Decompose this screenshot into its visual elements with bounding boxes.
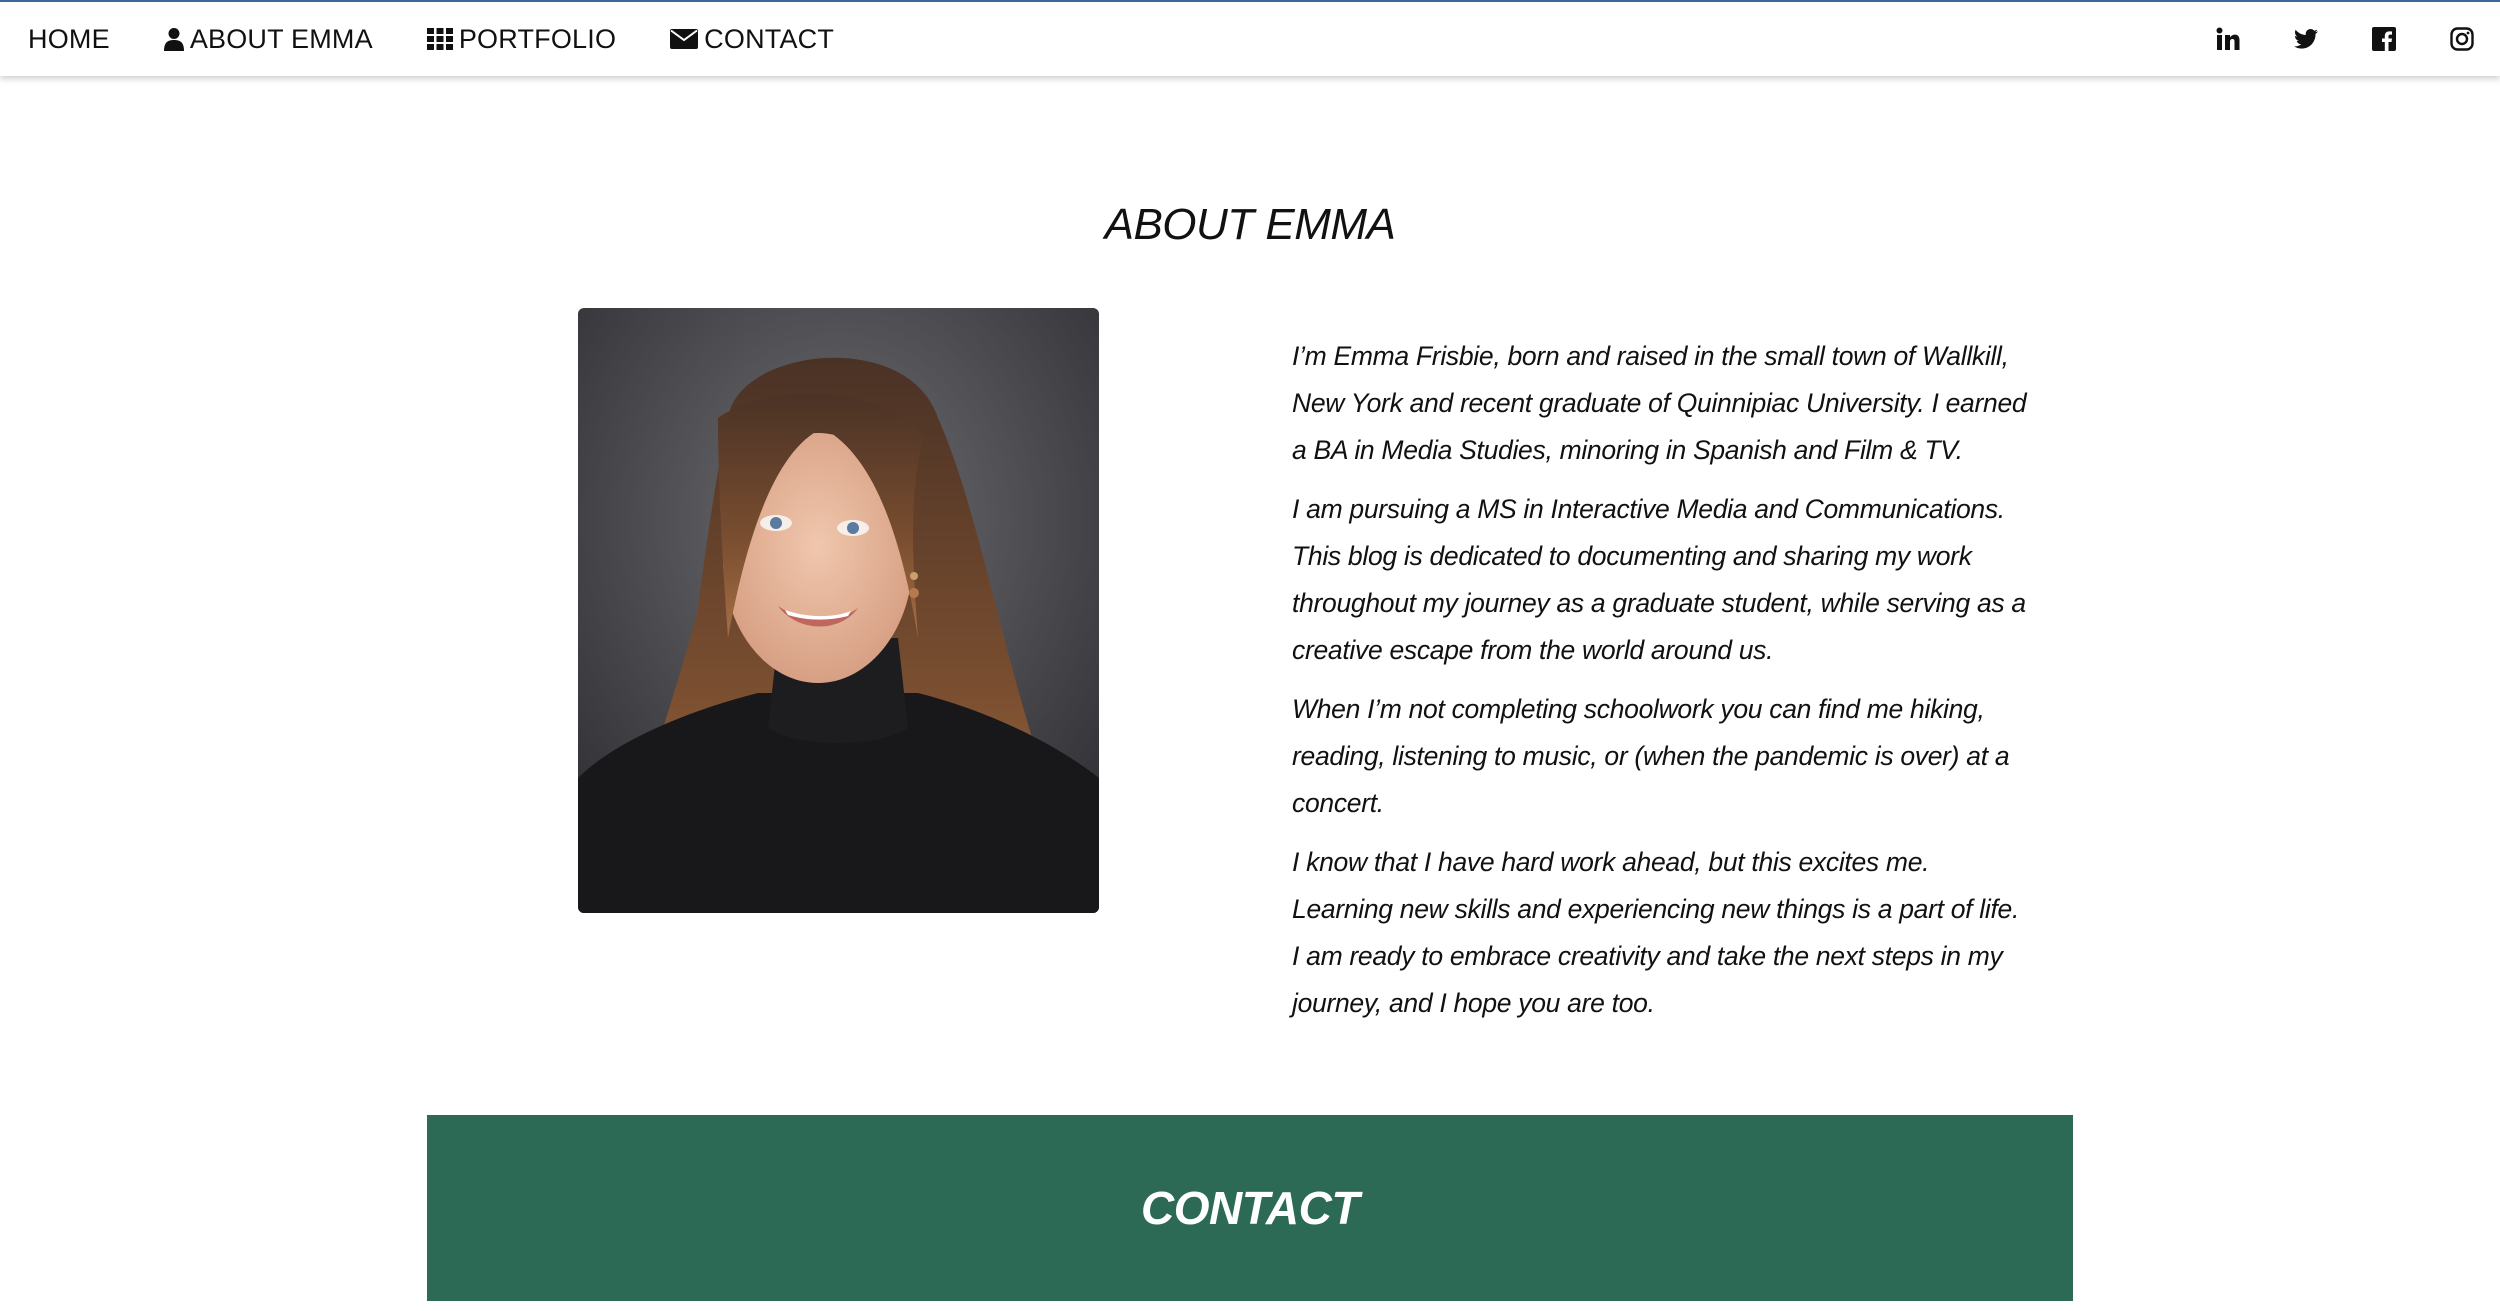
nav-portfolio-label: PORTFOLIO bbox=[458, 23, 617, 54]
linkedin-icon bbox=[2216, 27, 2240, 51]
linkedin-link[interactable] bbox=[2214, 25, 2242, 53]
social-links bbox=[2164, 2, 2476, 76]
contact-title: CONTACT bbox=[1141, 1182, 1359, 1234]
nav-home-label: HOME bbox=[28, 23, 110, 54]
nav-about-label: ABOUT EMMA bbox=[189, 23, 373, 54]
contact-section-header bbox=[427, 1115, 2073, 1301]
bio-paragraph: When I’m not completing schoolwork you can find me hiking, reading, listening to music, or (when the pandemic is over) at a concert. bbox=[1292, 694, 2010, 818]
primary-nav bbox=[28, 2, 888, 76]
nav-contact-link[interactable] bbox=[670, 24, 834, 55]
user-icon bbox=[164, 27, 184, 51]
twitter-link[interactable] bbox=[2292, 25, 2320, 53]
bio-paragraph: I know that I have hard work ahead, but this excites me. Learning new skills and experiencing new things is a part of life. I am ready to embrace creativity and take the next steps in my journey, and I hope you are too. bbox=[1292, 847, 2020, 1018]
nav-portfolio-link[interactable] bbox=[427, 24, 616, 55]
envelope-icon bbox=[670, 29, 698, 49]
facebook-icon bbox=[2372, 27, 2396, 51]
instagram-link[interactable] bbox=[2448, 25, 2476, 53]
portrait-photo bbox=[578, 308, 1099, 913]
facebook-link[interactable] bbox=[2370, 25, 2398, 53]
about-bio bbox=[1292, 333, 2032, 1039]
nav-contact-label: CONTACT bbox=[704, 23, 835, 54]
nav-about-link[interactable] bbox=[164, 24, 373, 55]
twitter-icon bbox=[2294, 28, 2318, 50]
nav-home-link[interactable] bbox=[28, 24, 110, 55]
grid-icon bbox=[427, 28, 453, 50]
bio-paragraph: I’m Emma Frisbie, born and raised in the small town of Wallkill, New York and recent graduate of Quinnipiac University. I earned a BA in Media Studies, minoring in Spanish and Film & TV. bbox=[1292, 341, 2027, 465]
top-navigation-bar bbox=[0, 2, 2500, 76]
about-title: ABOUT EMMA bbox=[1104, 200, 1396, 249]
bio-paragraph: I am pursuing a MS in Interactive Media and Communications. This blog is dedicated to documenting and sharing my work throughout my journey as a graduate student, while serving as a creative escape from the world around us. bbox=[1292, 494, 2026, 665]
instagram-icon bbox=[2450, 27, 2474, 51]
